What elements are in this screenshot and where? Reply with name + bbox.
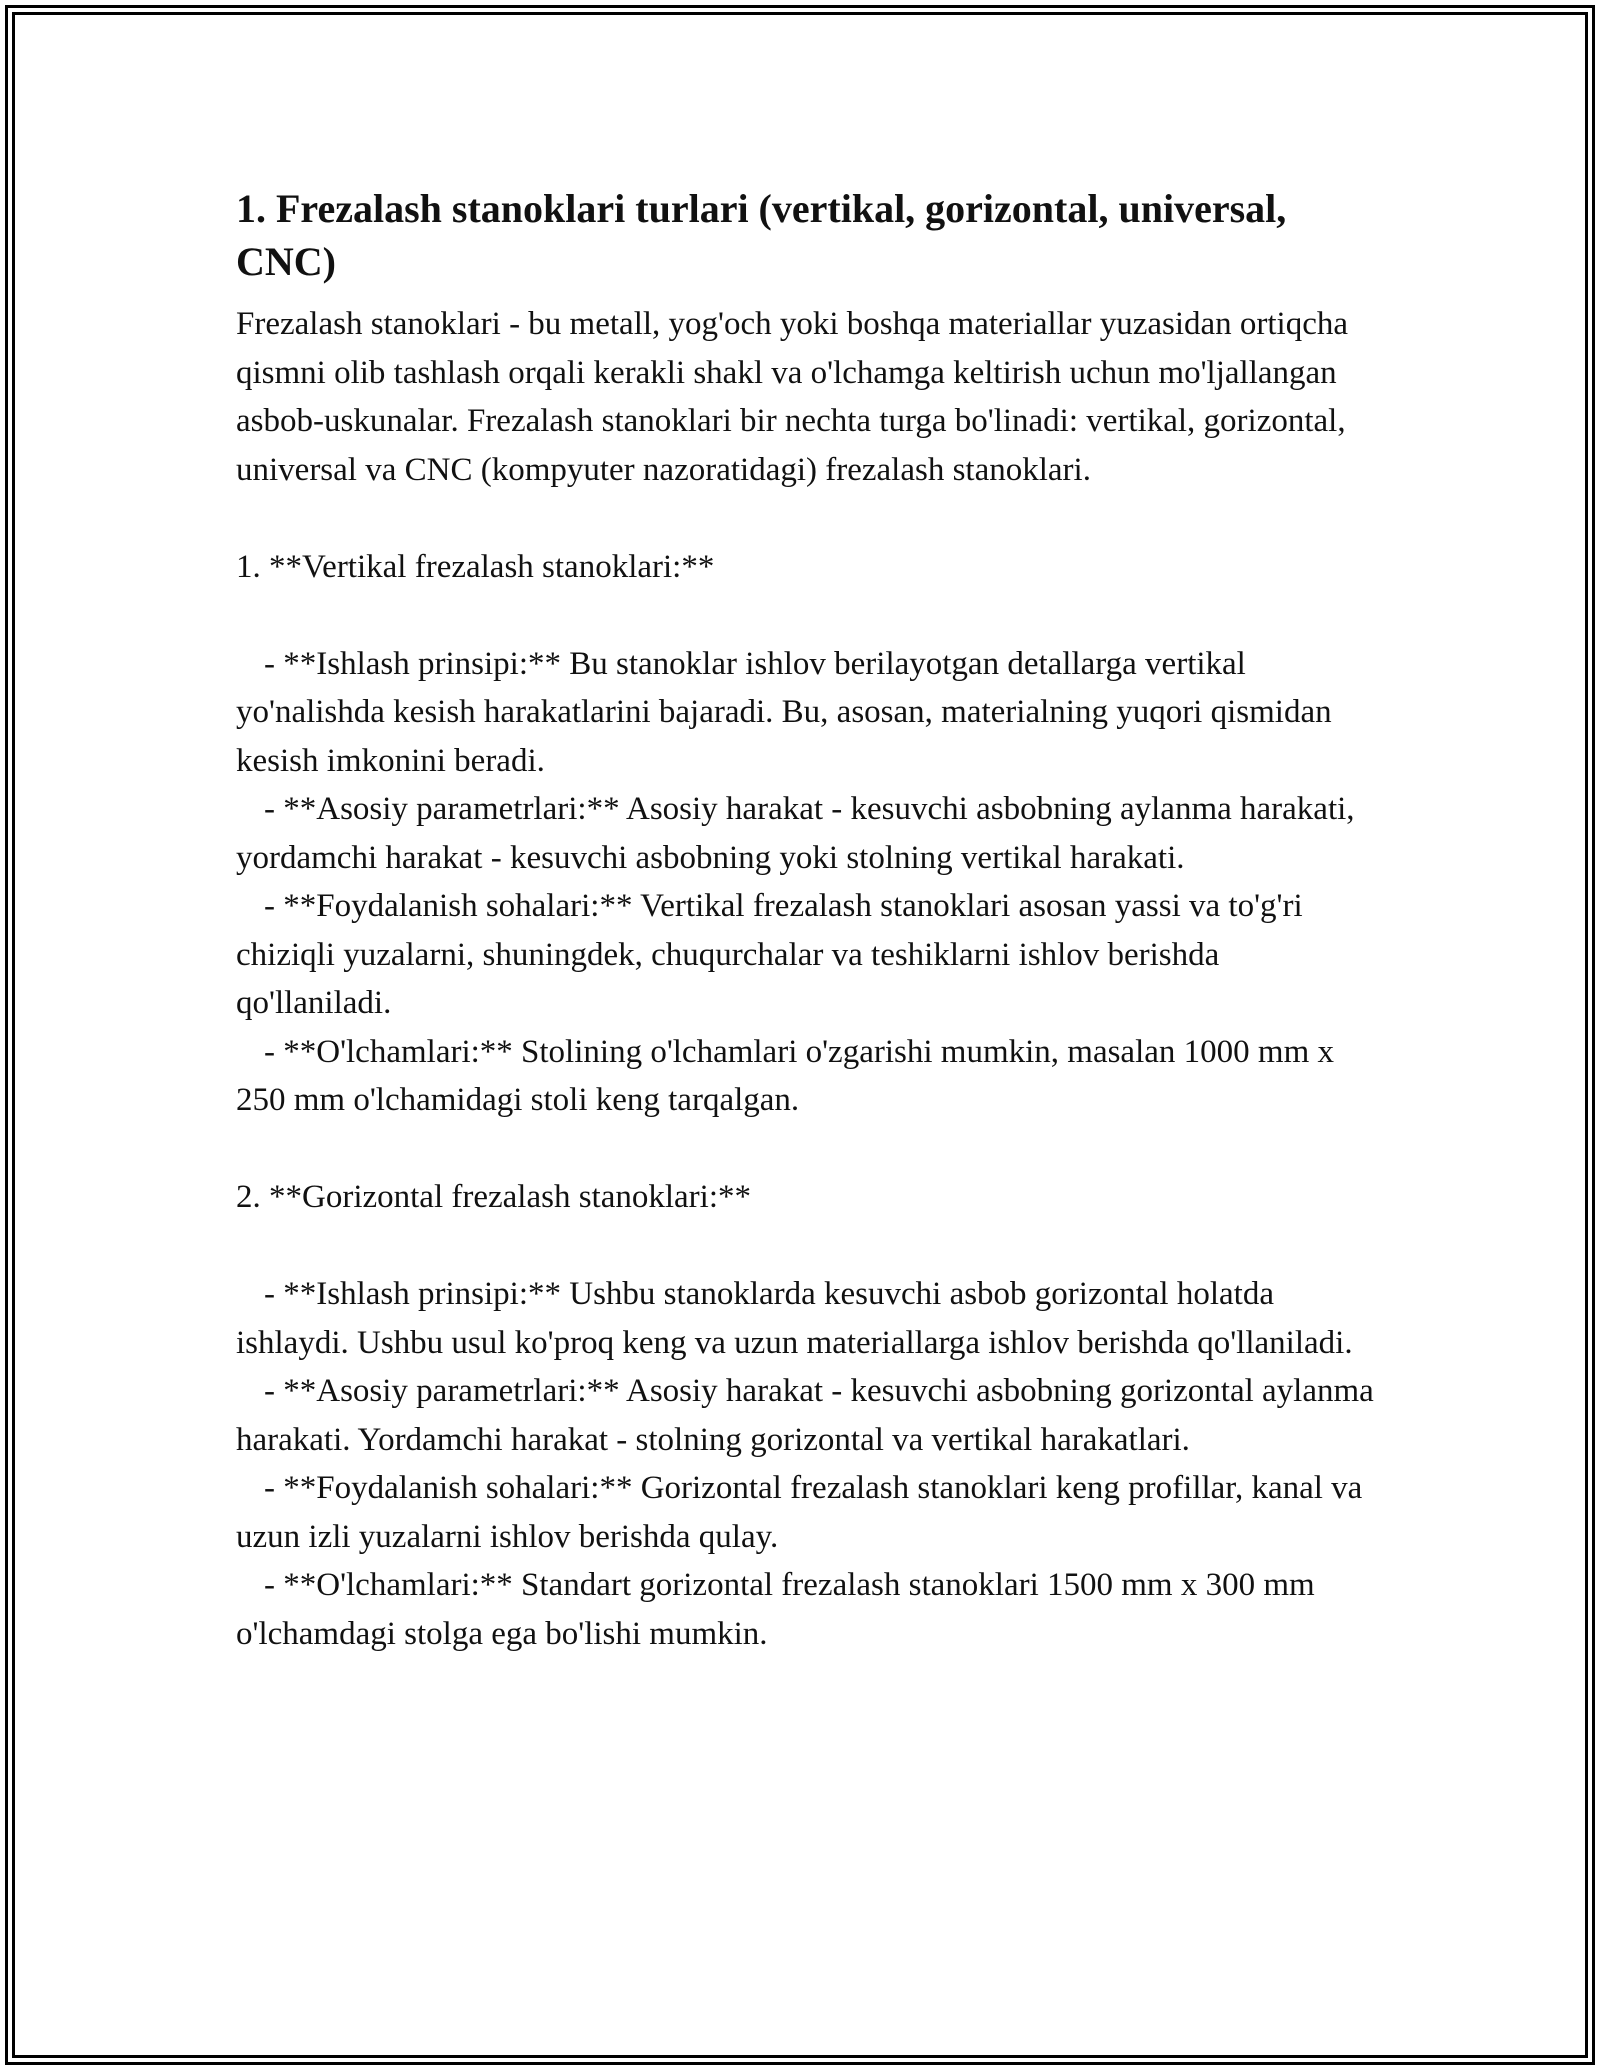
list-item-dimensions: - **O'lchamlari:** Standart gorizontal frezalash stanoklari 1500 mm x 300 mm o'lchamdagi stolga ega bo'lishi mumkin. — [236, 1567, 1315, 1652]
list-item-main-parameters: - **Asosiy parametrlari:** Asosiy harakat - kesuvchi asbobning aylanma harakati, yordamchi harakat - kesuvchi asbobning yoki stolning vertikal harakati. — [236, 791, 1355, 876]
list-item-main-parameters: - **Asosiy parametrlari:** Asosiy harakat - kesuvchi asbobning gorizontal aylanma harakati. Yordamchi harakat - stolning gorizontal va vertikal harakatlari. — [236, 1373, 1374, 1458]
blank-line — [236, 1125, 1376, 1174]
blank-line — [236, 591, 1376, 640]
list-item-working-principle: - **Ishlash prinsipi:** Ushbu stanoklarda kesuvchi asbob gorizontal holatda ishlaydi. Ushbu usul ko'proq keng va uzun materiallarga ishlov berishda qo'llaniladi. — [236, 1276, 1353, 1361]
list-item-dimensions: - **O'lchamlari:** Stolining o'lchamlari o'zgarishi mumkin, masalan 1000 mm x 250 mm o'lchamidagi stoli keng tarqalgan. — [236, 1033, 1334, 1118]
list-item-application-areas: - **Foydalanish sohalari:** Gorizontal frezalash stanoklari keng profillar, kanal va uzun izli yuzalarni ishlov berishda qulay. — [236, 1470, 1363, 1555]
section-title-vertical: 1. **Vertikal frezalash stanoklari:** — [236, 548, 715, 585]
list-item-application-areas: - **Foydalanish sohalari:** Vertikal frezalash stanoklari asosan yassi va to'g'ri chiziqli yuzalarni, shuningdek, chuqurchalar va teshiklarni ishlov berishda qo'llaniladi. — [236, 888, 1303, 1021]
page-title: 1. Frezalash stanoklari turlari (vertikal, gorizontal, universal, CNC) — [236, 186, 1287, 284]
blank-line — [236, 1222, 1376, 1271]
list-item-working-principle: - **Ishlash prinsipi:** Bu stanoklar ishlov berilayotgan detallarga vertikal yo'nalishda kesish harakatlarini bajaradi. Bu, asosan, materialning yuqori qismidan kesish imkonini beradi. — [236, 645, 1332, 779]
intro-paragraph: Frezalash stanoklari - bu metall, yog'och yoki boshqa materiallar yuzasidan ortiqcha qismni olib tashlash orqali kerakli shakl va o'lchamga keltirish uchun mo'ljallangan asbob-uskunalar. Frezalash stanoklari bir nechta turga bo'linadi: vertikal, gorizontal, universal va CNC (kompyuter nazoratidagi) frezalash stanoklari. — [236, 306, 1349, 488]
blank-line — [236, 494, 1376, 543]
section-title-horizontal: 2. **Gorizontal frezalash stanoklari:** — [236, 1179, 751, 1215]
document-body — [236, 182, 1376, 1658]
